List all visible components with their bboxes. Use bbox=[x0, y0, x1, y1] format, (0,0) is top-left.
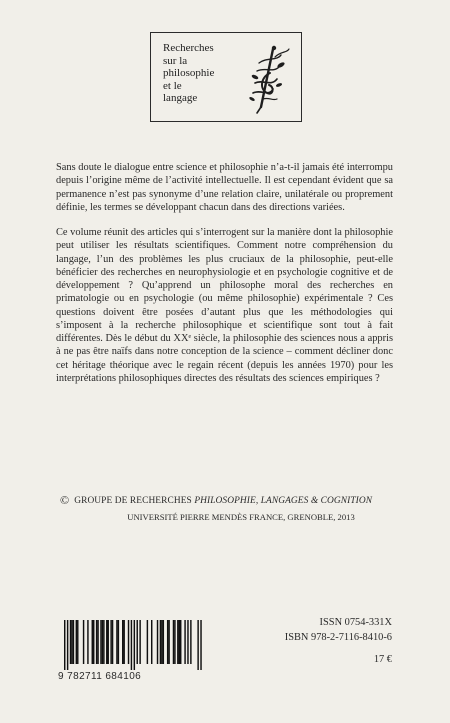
barcode-bar bbox=[64, 620, 65, 670]
barcode-bar bbox=[197, 620, 198, 670]
barcode-bar bbox=[83, 620, 84, 664]
barcode-bar bbox=[110, 620, 111, 664]
barcode-bar bbox=[96, 620, 97, 664]
back-cover-text bbox=[56, 161, 393, 397]
barcode-bar bbox=[190, 620, 191, 664]
barcode-bar bbox=[106, 620, 107, 664]
barcode-bar bbox=[147, 620, 148, 664]
barcode-bar bbox=[123, 620, 124, 664]
barcode-bar bbox=[134, 620, 135, 670]
barcode-bar bbox=[179, 620, 180, 664]
barcode-bar bbox=[92, 620, 93, 664]
barcode-bar bbox=[200, 620, 201, 670]
barcode-bar bbox=[161, 620, 162, 664]
research-group-name: PHILOSOPHIE, LANGAGES & COGNITION bbox=[194, 496, 373, 506]
university-affiliation: UNIVERSITÉ PIERRE MENDÈS FRANCE, GRENOBLE, 2013 bbox=[127, 512, 355, 522]
barcode-bar bbox=[77, 620, 78, 664]
paragraph: Ce volume réunit des articles qui s’interrogent sur la manière dont la philosophie peut utiliser les résultats scientifiques. Comment notre compréhension du langage, l’un des problèmes les plus cruciaux de la philosophie, peut-elle bénéficier des recherches en neurophysiologie et en psychologie cognitive et de développement ? Qu’apprend un philosophe moral des recherches en primatologie ou en psychologie (ou même philosophie) expérimentale ? Ces questions doivent être posées d’autant plus que les méthodologies qui s’imposent à la recherche philosophique et scientifique sont tout à fait différentes. Dès le début du XXᵉ siècle, la philosophie des sciences nous a appris à ne pas être naïfs dans notre conception de la science – comment décliner donc cet héritage théorique avec le regain récent (depuis les années 1970) pour les interprétations philosophiques directes des résultats des sciences empiriques ? bbox=[56, 227, 393, 384]
series-line: philosophie bbox=[163, 67, 215, 79]
copyright-prefix: GROUPE DE RECHERCHES bbox=[74, 496, 192, 506]
barcode-bar bbox=[128, 620, 129, 664]
barcode-bar bbox=[168, 620, 169, 664]
barcode-bar bbox=[70, 620, 71, 664]
price: 17 € bbox=[373, 654, 392, 665]
barcode-bar bbox=[108, 620, 109, 664]
barcode-bar bbox=[73, 620, 74, 664]
barcode-bar bbox=[167, 620, 168, 664]
barcode-bar bbox=[93, 620, 94, 664]
barcode-bar bbox=[100, 620, 101, 664]
barcode-bar bbox=[102, 620, 103, 664]
barcode-bar bbox=[67, 620, 68, 670]
copyright-symbol: © bbox=[60, 493, 70, 507]
series-line: Recherches bbox=[163, 42, 214, 54]
barcode-bar bbox=[177, 620, 178, 664]
barcode-bar bbox=[118, 620, 119, 664]
barcode-bar bbox=[180, 620, 181, 664]
series-line: langage bbox=[163, 92, 198, 104]
barcode-bar bbox=[151, 620, 152, 664]
barcode-bar bbox=[122, 620, 123, 664]
barcode-digits: 9 782711 684106 bbox=[58, 671, 142, 682]
barcode-bar bbox=[87, 620, 88, 664]
series-line: sur la bbox=[163, 54, 188, 67]
paragraph: Sans doute le dialogue entre science et philosophie n’a-t-il jamais été interrompu depuis l’origine même de l’activité intellectuelle. Il est cependant évident que sa permanence n’est pas synonyme d’une relation claire, unilatérale ou proprement définie, les termes se développant chacun dans des directions variées. bbox=[56, 162, 393, 213]
issn: ISSN 0754-331X bbox=[319, 617, 392, 628]
barcode-bar bbox=[71, 620, 72, 664]
barcode-bar bbox=[112, 620, 113, 664]
caduceus-logo-icon bbox=[243, 43, 293, 115]
barcode-bar bbox=[103, 620, 104, 664]
copyright-line bbox=[60, 493, 420, 508]
barcode-bars bbox=[58, 620, 208, 670]
barcode-bar bbox=[137, 620, 138, 664]
barcode-bar bbox=[97, 620, 98, 664]
barcode-bar bbox=[163, 620, 164, 664]
barcode-bar bbox=[184, 620, 185, 664]
barcode-bar bbox=[131, 620, 132, 670]
barcode-bar bbox=[139, 620, 140, 664]
barcode-bar bbox=[76, 620, 77, 664]
series-line: et le bbox=[163, 79, 182, 92]
series-title bbox=[163, 42, 243, 105]
barcode-bar bbox=[116, 620, 117, 664]
barcode-bar bbox=[173, 620, 174, 664]
barcode-bar bbox=[187, 620, 188, 664]
series-box bbox=[150, 32, 302, 122]
barcode-bar bbox=[160, 620, 161, 664]
isbn: ISBN 978-2-7116-8410-6 bbox=[284, 632, 392, 643]
barcode-bar bbox=[157, 620, 158, 664]
barcode bbox=[58, 620, 258, 688]
barcode-bar bbox=[174, 620, 175, 664]
